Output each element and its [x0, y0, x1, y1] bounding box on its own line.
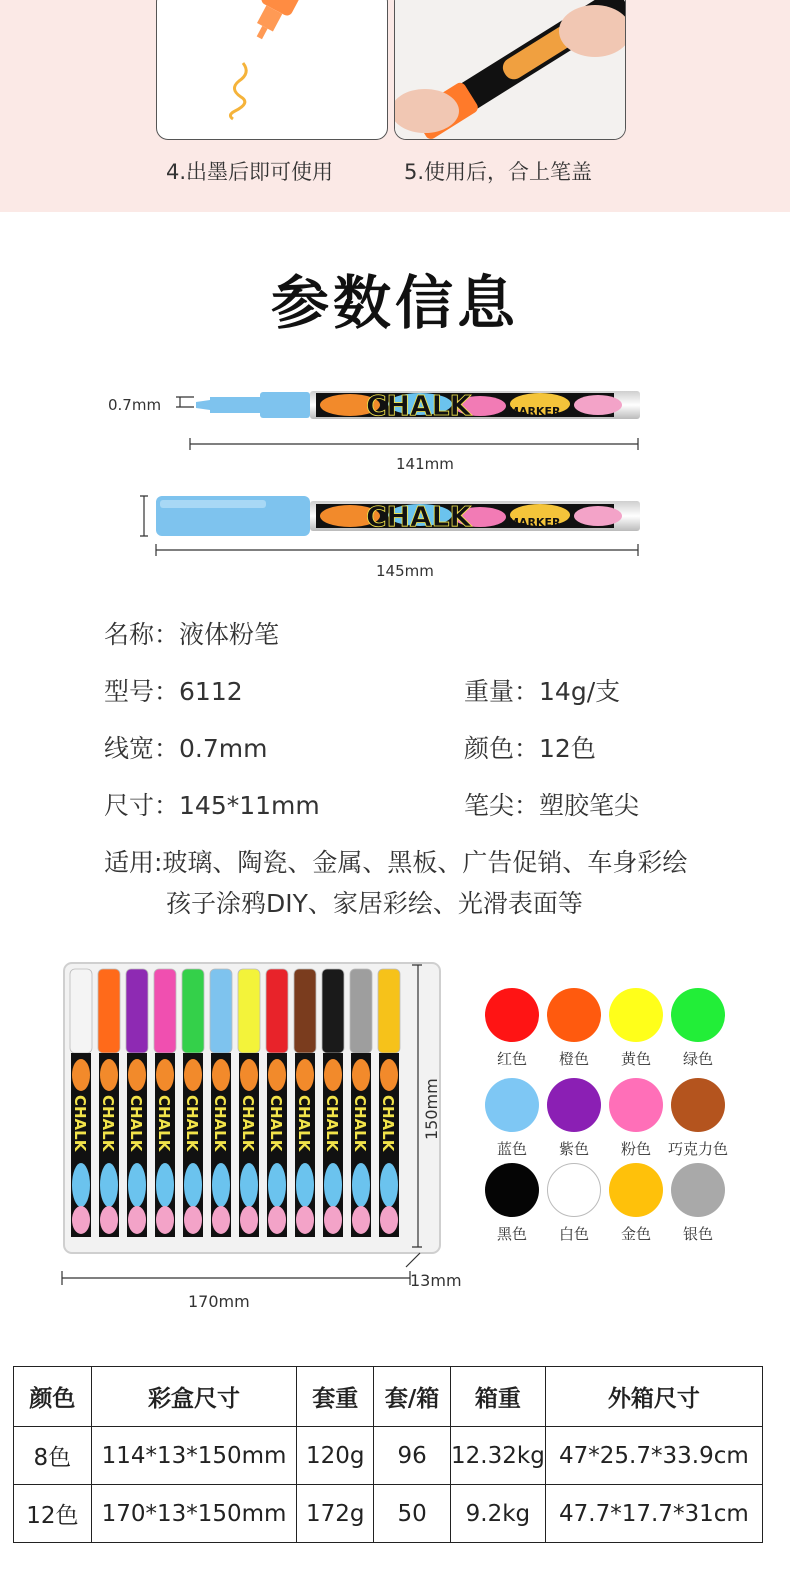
table-cell: 12色: [14, 1485, 92, 1543]
color-swatch-label: 黑色: [496, 1225, 527, 1243]
table-cell: 96: [374, 1427, 451, 1485]
svg-text:CHALK: CHALK: [183, 1095, 201, 1152]
color-swatch-label: 金色: [620, 1225, 651, 1243]
usage-line-1: 适用:玻璃、陶瓷、金属、黑板、广告促销、车身彩绘: [104, 848, 688, 877]
table-cell: 47*25.7*33.9cm: [545, 1427, 762, 1485]
header-sets-per-carton: 套/箱: [374, 1367, 451, 1427]
svg-text:CHALK: CHALK: [323, 1095, 341, 1152]
color-swatch: [485, 1163, 539, 1217]
color-swatch: [485, 1078, 539, 1132]
spec-name-label: 名称：: [104, 620, 180, 649]
pack-marker: [322, 969, 344, 1237]
step-4-caption: 4.出墨后即可使用: [166, 160, 334, 184]
pack-marker: [210, 969, 232, 1237]
color-swatch-label: 白色: [558, 1225, 589, 1243]
spec-model-label: 型号：: [104, 677, 180, 706]
header-carton-size: 外箱尺寸: [545, 1367, 762, 1427]
svg-text:CHALK: CHALK: [99, 1095, 117, 1152]
spec-model: [104, 672, 243, 708]
spec-colors-value: 12色: [539, 734, 596, 763]
spec-tip-value: 塑胶笔尖: [539, 791, 640, 820]
spec-tip-label: 笔尖：: [464, 791, 540, 820]
color-swatch: [485, 988, 539, 1042]
spec-name-value: 液体粉笔: [179, 620, 280, 649]
color-swatch-label: 粉色: [620, 1140, 651, 1158]
pack-marker: [98, 969, 120, 1237]
svg-text:CHALK: CHALK: [155, 1095, 173, 1152]
header-box-size: 彩盒尺寸: [91, 1367, 297, 1427]
svg-text:CHALK: CHALK: [267, 1095, 285, 1152]
spec-name: [104, 615, 279, 651]
marker-logo-text: MARKER: [508, 405, 561, 418]
svg-text:CHALK: CHALK: [127, 1095, 145, 1152]
step-5-image: [394, 0, 626, 140]
table-cell: 114*13*150mm: [91, 1427, 297, 1485]
color-swatch: [609, 1163, 663, 1217]
spec-line-width-value: 0.7mm: [179, 734, 268, 763]
svg-text:CHALK: CHALK: [211, 1095, 229, 1152]
table-cell: 8色: [14, 1427, 92, 1485]
section-title: 参数信息: [270, 269, 519, 337]
svg-text:CHALK: CHALK: [379, 1095, 397, 1152]
color-swatch-label: 绿色: [682, 1050, 713, 1068]
marker-writing-illustration: [157, 0, 388, 140]
packaging-spec-table: [13, 1366, 763, 1543]
color-swatch-label: 银色: [682, 1225, 713, 1243]
spec-weight: [464, 672, 620, 708]
marker-capped: [156, 496, 640, 536]
svg-text:CHALK: CHALK: [71, 1095, 89, 1152]
table-cell: 170*13*150mm: [91, 1485, 297, 1543]
spec-line-width-label: 线宽：: [104, 734, 180, 763]
table-cell: 120g: [297, 1427, 374, 1485]
marker-capping-illustration: [395, 0, 626, 140]
table-row: [14, 1485, 763, 1543]
color-swatch-label: 黄色: [620, 1050, 651, 1068]
marker-uncapped: [196, 389, 640, 422]
spec-model-value: 6112: [179, 677, 243, 706]
pack-marker: [266, 969, 288, 1237]
svg-text:CHALK: CHALK: [351, 1095, 369, 1152]
header-carton-weight: 箱重: [451, 1367, 546, 1427]
header-set-weight: 套重: [297, 1367, 374, 1427]
table-cell: 47.7*17.7*31cm: [545, 1485, 762, 1543]
spec-size-value: 145*11mm: [179, 791, 320, 820]
step-4-image: [156, 0, 388, 140]
color-swatch: [671, 988, 725, 1042]
table-cell: 50: [374, 1485, 451, 1543]
step-5-caption: 5.使用后，合上笔盖: [404, 160, 593, 184]
spec-colors-label: 颜色：: [464, 734, 540, 763]
usage-line-2: 孩子涂鸦DIY、家居彩绘、光滑表面等: [166, 889, 583, 918]
length-no-cap-label: 141mm: [396, 455, 454, 473]
color-swatch-label: 蓝色: [496, 1140, 527, 1158]
pack-marker: [70, 969, 92, 1237]
spec-weight-value: 14g/支: [539, 677, 621, 706]
color-swatch: [547, 1163, 601, 1217]
chalk-logo-text: CHALK: [366, 389, 472, 422]
spec-size-label: 尺寸：: [104, 791, 180, 820]
svg-text:CHALK: CHALK: [239, 1095, 257, 1152]
chalk-logo-text-2: CHALK: [366, 500, 472, 533]
pack-marker: [126, 969, 148, 1237]
length-with-cap-label: 145mm: [376, 562, 434, 580]
table-row: [14, 1427, 763, 1485]
color-swatch-label: 红色: [496, 1050, 527, 1068]
color-swatch: [671, 1163, 725, 1217]
color-swatch: [609, 1078, 663, 1132]
spec-colors: [464, 729, 596, 765]
color-swatch: [547, 1078, 601, 1132]
spec-line-width: [104, 729, 267, 765]
pack-marker: [154, 969, 176, 1237]
marker-logo-text-2: MARKER: [508, 516, 561, 529]
color-swatch-label: 巧克力色: [667, 1140, 728, 1158]
table-cell: 12.32kg: [451, 1427, 546, 1485]
header-color: 颜色: [14, 1367, 92, 1427]
usage-steps-band: [0, 0, 790, 212]
color-swatch: [547, 988, 601, 1042]
color-swatch-label: 橙色: [558, 1050, 589, 1068]
spec-tip: [464, 786, 639, 822]
box-depth-label: 13mm: [410, 1271, 462, 1290]
pack-marker: [350, 969, 372, 1237]
color-swatch-label: 紫色: [558, 1140, 589, 1158]
table-cell: 172g: [297, 1485, 374, 1543]
color-swatch: [671, 1078, 725, 1132]
spec-weight-label: 重量：: [464, 677, 540, 706]
box-width-label: 170mm: [188, 1292, 250, 1311]
box-height-label: 150mm: [422, 1078, 441, 1140]
pack-marker: [378, 969, 400, 1237]
pack-marker: [294, 969, 316, 1237]
pack-marker: [238, 969, 260, 1237]
svg-text:CHALK: CHALK: [295, 1095, 313, 1152]
spec-size: [104, 786, 320, 822]
pack-marker: [182, 969, 204, 1237]
color-swatch: [609, 988, 663, 1042]
tip-size-label: 0.7mm: [108, 396, 162, 414]
table-cell: 9.2kg: [451, 1485, 546, 1543]
table-header-row: [14, 1367, 763, 1427]
